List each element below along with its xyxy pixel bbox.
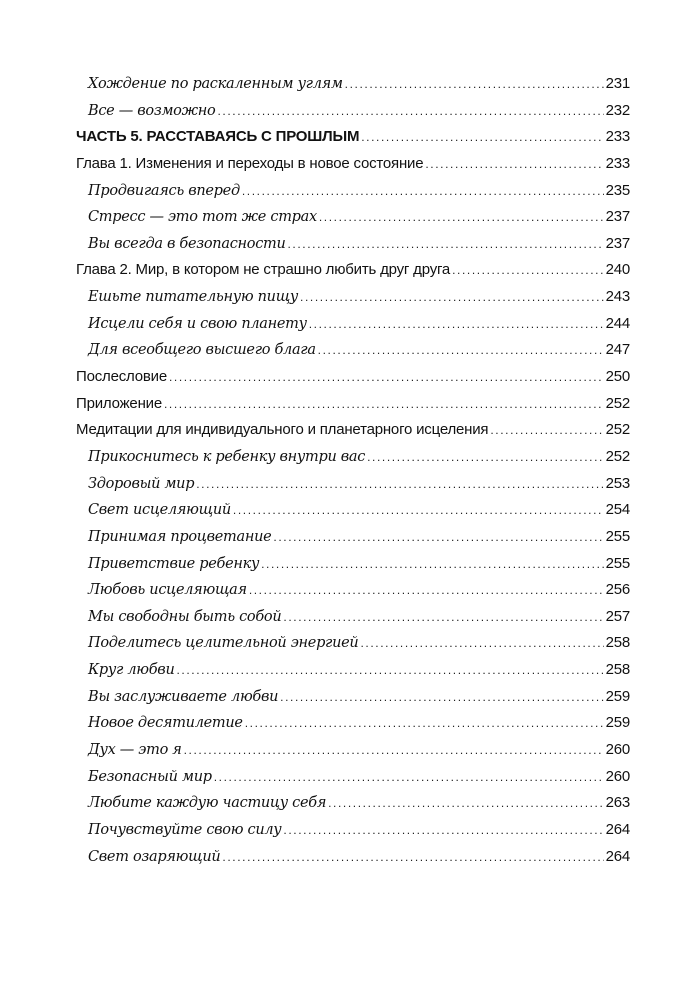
dot-leader xyxy=(283,817,603,844)
toc-entry xyxy=(76,231,630,258)
toc-entry xyxy=(76,178,630,205)
toc-entry-title: Поделитесь целительной энергией xyxy=(88,635,359,652)
toc-entry-page-number: 235 xyxy=(605,181,630,199)
dot-leader xyxy=(361,124,603,151)
toc-entry xyxy=(76,844,630,871)
toc-entry xyxy=(76,417,630,444)
toc-entry-page-number: 240 xyxy=(605,261,630,279)
toc-entry xyxy=(76,764,630,791)
toc-entry-title: Приложение xyxy=(76,394,162,412)
toc-entry xyxy=(76,311,630,338)
toc-entry-page-number: 255 xyxy=(605,554,630,572)
dot-leader xyxy=(249,577,604,604)
toc-entry-title: Стресс — это тот же страх xyxy=(88,209,317,226)
dot-leader xyxy=(184,737,604,764)
toc-entry-page-number: 256 xyxy=(605,581,630,599)
toc-entry-page-number: 258 xyxy=(605,661,630,679)
toc-entry xyxy=(76,551,630,578)
dot-leader xyxy=(319,204,604,231)
dot-leader xyxy=(309,311,604,338)
dot-leader xyxy=(425,151,603,178)
toc-entry-title: Глава 2. Мир, в котором не страшно любить друг друга xyxy=(76,261,451,279)
toc-entry xyxy=(76,391,630,418)
toc-entry-title: Исцели себя и свою планету xyxy=(88,315,307,332)
dot-leader xyxy=(280,684,603,711)
toc-entry-title: Свет исцеляющий xyxy=(88,502,231,519)
table-of-contents xyxy=(76,71,630,870)
dot-leader xyxy=(318,337,604,364)
toc-entry xyxy=(76,284,630,311)
toc-entry xyxy=(76,657,630,684)
toc-entry-page-number: 243 xyxy=(605,288,630,306)
toc-entry xyxy=(76,577,630,604)
toc-entry-title: Медитации для индивидуального и планетарного исцеления xyxy=(76,421,489,439)
toc-entry-page-number: 255 xyxy=(605,527,630,545)
toc-entry xyxy=(76,790,630,817)
toc-entry-page-number: 263 xyxy=(605,794,630,812)
dot-leader xyxy=(345,71,604,98)
toc-entry-page-number: 233 xyxy=(605,128,630,146)
toc-entry-title: Послесловие xyxy=(76,368,167,386)
dot-leader xyxy=(300,284,604,311)
dot-leader xyxy=(196,471,603,498)
dot-leader xyxy=(214,764,604,791)
toc-entry xyxy=(76,364,630,391)
toc-entry-page-number: 259 xyxy=(605,714,630,732)
toc-entry-page-number: 231 xyxy=(605,75,630,92)
toc-entry-title: Любовь исцеляющая xyxy=(88,582,247,599)
toc-entry-page-number: 247 xyxy=(605,341,630,359)
dot-leader xyxy=(283,604,603,631)
dot-leader xyxy=(490,417,603,444)
toc-entry-title: Хождение по раскаленным углям xyxy=(88,76,343,92)
dot-leader xyxy=(164,391,604,418)
toc-entry-page-number: 254 xyxy=(605,501,630,519)
toc-entry-page-number: 264 xyxy=(605,847,630,865)
toc-entry-page-number: 260 xyxy=(605,767,630,785)
toc-entry xyxy=(76,497,630,524)
toc-entry-title: Любите каждую частицу себя xyxy=(88,795,327,812)
toc-entry xyxy=(76,737,630,764)
dot-leader xyxy=(245,710,604,737)
toc-entry-page-number: 252 xyxy=(605,394,630,412)
dot-leader xyxy=(169,364,604,391)
toc-entry xyxy=(76,604,630,631)
dot-leader xyxy=(176,657,603,684)
dot-leader xyxy=(233,497,604,524)
toc-entry-page-number: 258 xyxy=(605,634,630,652)
toc-entry-title: Вы всегда в безопасности xyxy=(88,235,286,252)
toc-entry xyxy=(76,817,630,844)
toc-entry xyxy=(76,684,630,711)
dot-leader xyxy=(273,524,603,551)
dot-leader xyxy=(328,790,603,817)
toc-entry-title: Все — возможно xyxy=(88,102,216,119)
dot-leader xyxy=(367,444,603,471)
toc-entry-page-number: 264 xyxy=(605,820,630,838)
toc-entry xyxy=(76,630,630,657)
toc-entry-page-number: 237 xyxy=(605,234,630,252)
toc-entry-title: Почувствуйте свою силу xyxy=(88,821,282,838)
toc-entry-title: Свет озаряющий xyxy=(88,848,221,865)
toc-entry xyxy=(76,337,630,364)
toc-entry-page-number: 232 xyxy=(605,101,630,119)
toc-entry xyxy=(76,257,630,284)
dot-leader xyxy=(288,231,604,258)
dot-leader xyxy=(360,630,603,657)
toc-entry xyxy=(76,204,630,231)
toc-entry-title: Круг любви xyxy=(88,662,175,679)
toc-entry xyxy=(76,124,630,151)
toc-entry xyxy=(76,444,630,471)
dot-leader xyxy=(217,98,603,125)
toc-entry-page-number: 233 xyxy=(605,154,630,172)
toc-entry-title: Для всеобщего высшего блага xyxy=(88,342,316,359)
toc-entry xyxy=(76,471,630,498)
toc-entry xyxy=(76,524,630,551)
toc-entry xyxy=(76,98,630,125)
toc-entry-page-number: 237 xyxy=(605,208,630,226)
dot-leader xyxy=(261,551,603,578)
toc-entry-title: Здоровый мир xyxy=(88,475,195,492)
toc-entry-page-number: 244 xyxy=(605,314,630,332)
toc-entry-title: Продвигаясь вперед xyxy=(88,182,240,199)
toc-entry-title: Прикоснитесь к ребенку внутри вас xyxy=(88,448,366,465)
toc-entry-title: Приветствие ребенку xyxy=(88,555,260,572)
toc-entry xyxy=(76,71,630,98)
toc-entry-title: ЧАСТЬ 5. РАССТАВАЯСЬ С ПРОШЛЫМ xyxy=(76,128,360,146)
toc-entry-title: Принимая процветание xyxy=(88,528,272,545)
toc-entry xyxy=(76,710,630,737)
toc-entry-page-number: 250 xyxy=(605,368,630,386)
toc-entry-page-number: 253 xyxy=(605,474,630,492)
toc-entry-title: Глава 1. Изменения и переходы в новое состояние xyxy=(76,154,424,172)
toc-entry-title: Мы свободны быть собой xyxy=(88,608,282,625)
toc-entry-page-number: 257 xyxy=(605,607,630,625)
toc-entry-title: Новое десятилетие xyxy=(88,715,243,732)
toc-entry-page-number: 259 xyxy=(605,687,630,705)
dot-leader xyxy=(242,178,604,205)
toc-entry xyxy=(76,151,630,178)
dot-leader xyxy=(222,844,603,871)
toc-entry-page-number: 252 xyxy=(605,421,630,439)
toc-entry-page-number: 260 xyxy=(605,741,630,759)
toc-entry-page-number: 252 xyxy=(605,447,630,465)
toc-entry-title: Безопасный мир xyxy=(88,768,212,785)
toc-entry-title: Дух — это я xyxy=(88,742,182,759)
toc-entry-title: Вы заслуживаете любви xyxy=(88,688,279,705)
toc-entry-title: Ешьте питательную пищу xyxy=(88,289,299,306)
dot-leader xyxy=(452,257,603,284)
